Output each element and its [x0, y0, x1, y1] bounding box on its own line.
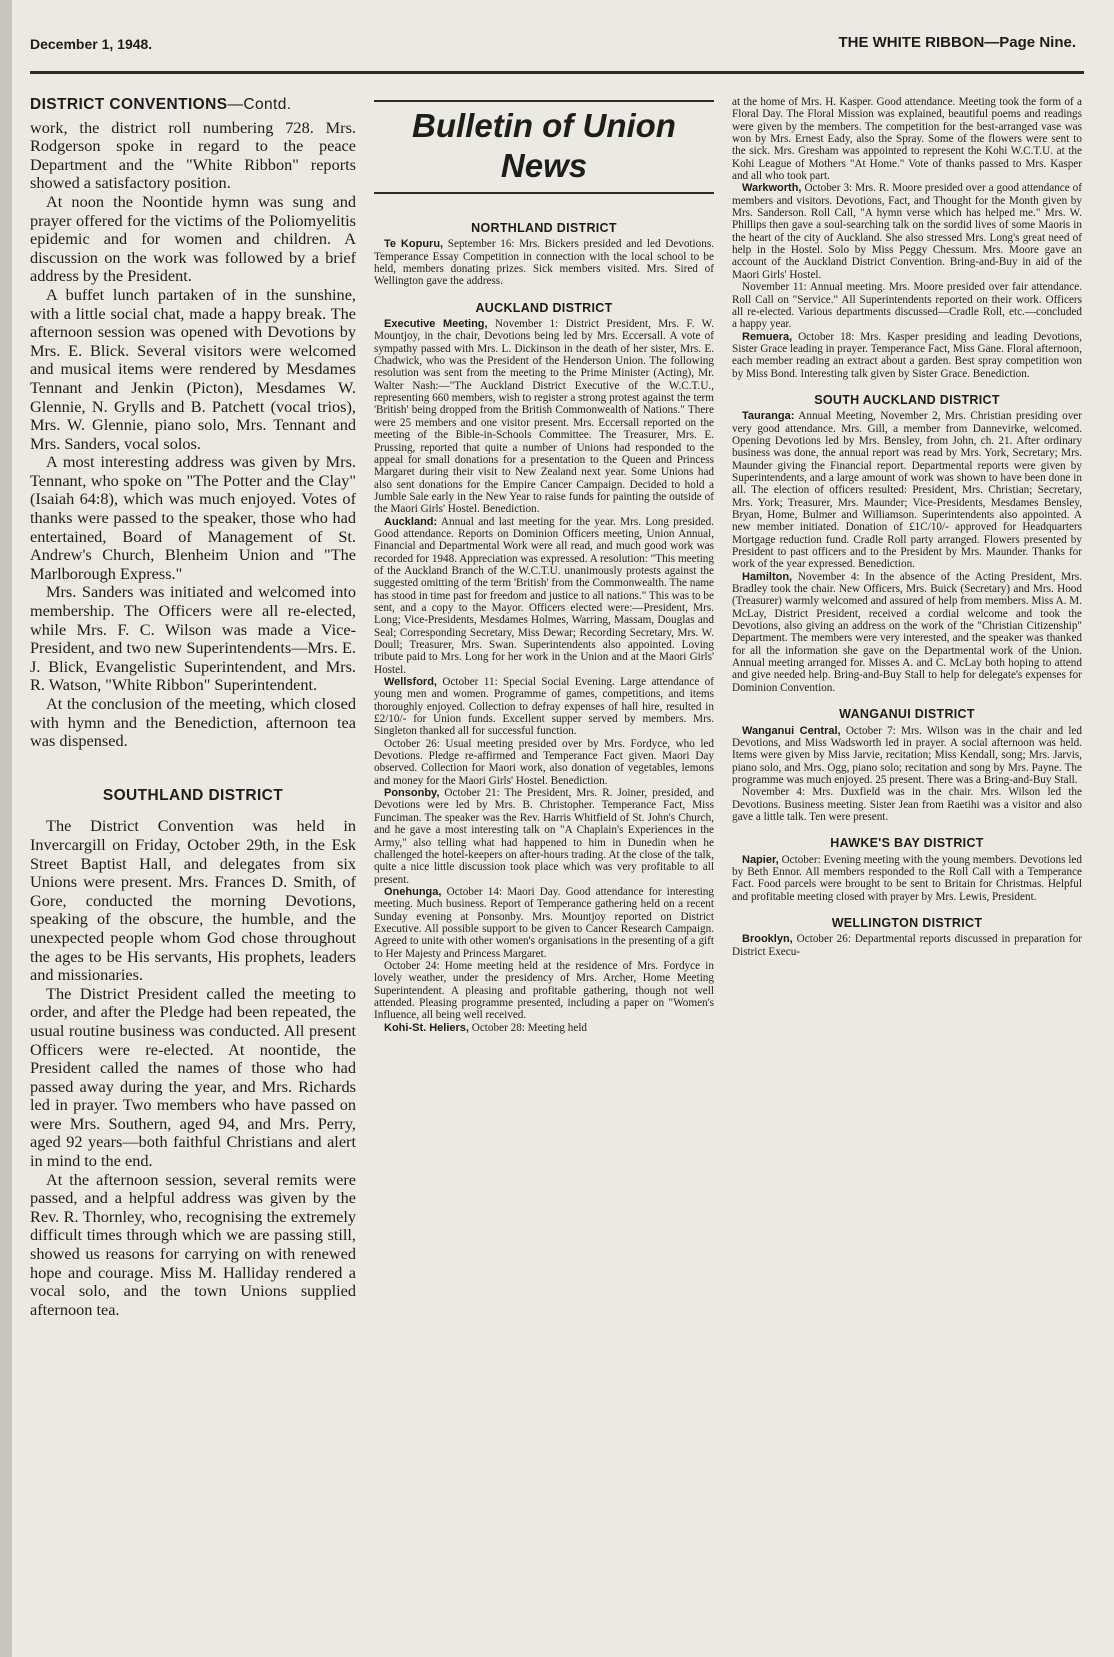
southland-heading: SOUTHLAND DISTRICT [102, 786, 284, 804]
district-conventions-heading: DISTRICT CONVENTIONS—Contd. [30, 96, 292, 113]
paragraph: The District Convention was held in Invercargill on Friday, October 29th, in the Esk Street Baptist Hall, and delegates from six Unions were present. Mrs. Frances D. Smith, of Gore, conducted the morning Devotions, speaking of the obscure, the humble, and the unexpected people whom God chose throughout the ages to be His servants, His prophets, leaders and missionaries. [30, 816, 356, 985]
northland-heading: NORTHLAND DISTRICT [471, 221, 617, 235]
union-report: Te Kopuru, September 16: Mrs. Bickers presided and led Devotions. Temperance Essay Competition in connection with the local school to be held, members donating prizes. Sick members visited. Mrs. Sired of Wellington gave the address. [374, 238, 714, 288]
south-auckland-heading: SOUTH AUCKLAND DISTRICT [814, 392, 1000, 407]
union-report: Executive Meeting, November 1: District President, Mrs. F. W. Mountjoy, in the chair, Devotions being led by Mrs. Eccersall. A vote of sympathy passed with Mrs. L. Dickinson in the death of her sister, Mrs. E. Chadwick, who was the President of the Henderson Union. The following resolution was sent from the meeting to the Prime Minister (Acting), Mr. Walter Nash:—"The Auckland District Executive of the W.C.T.U., representing 660 members, wish to register a strong protest against the term 'British' being dropped from the British Commonwealth of Nations." There were 25 members and one visitor present. Mrs. Eccersall reported on the meeting of the Bible-in-Schools Committee. The Treasurer, Mrs. E. Prussing, reported that quite a number of Unions had responded to the appeal for small donations for a presentation to the Queen and Princess Margaret during their visit to New Zealand next year. Some Unions had also sent donations for the Empire Cancer Campaign. Decided to hold a Jumble Sale early in the New Year to raise funds for painting the outside of the Maori Girls' Hostel. Benediction. [374, 318, 715, 516]
union-report: Auckland: Annual and last meeting for the year. Mrs. Long presided. Good attendance. Reports on Dominion Officers meeting, Union Annual, Financial and Departmental Work were all read, and much good work was recorded for 1948. Appreciation was expressed. A resolution: "This meeting of the Auckland Branch of the W.C.T.U. unanimously protests against the suggested omitting of the term 'British' from the Commonwealth. The name has stood in time past for freedom and justice to all nations." This was to be sent, and a copy to the Mayor. Officers elected were:—President, Mrs. Long; Vice-Presidents, Mesdames Holmes, Warring, Massam, Douglas and Seal; Corresponding Secretary, Miss Dewar; Recording Secretary, Mrs. W. Doull; Treasurer, Mrs. Swan. Superintendents also appointed. Loving tribute paid to Mrs. Long for her work in the Union and at the Maori Girls' Hostel. [374, 515, 714, 676]
union-report: Wanganui Central, October 7: Mrs. Wilson was in the chair and led Devotions, and Miss Wadsworth led in prayer. A social afternoon was held. Items were given by Miss Jarvie, recitation; Miss Kendall, song; Mrs. Jarvis, piano solo, and Mrs. Ogg, piano solo; recitation and song by Mrs. Payne. The programme was much enjoyed. 25 present. There was a Bring-and-Buy Stall. [732, 724, 1083, 786]
paragraph: The District President called the meeting to order, and after the Pledge had been repeated, the usual routine business was conducted. All present Officers were re-elected. At noontide, the President called the names of those who had passed away during the year, and Mrs. Richards led in prayer. Two members who have passed on were Mrs. Southern, aged 94, and Mrs. Perry, aged 92 years—both faithful Christians and alert in mind to the end. [30, 983, 356, 1171]
paragraph: At noon the Noontide hymn was sung and prayer offered for the victims of the Poliomyelitis epidemic and for women and children. A discussion on the work was followed by a brief address by the President. [30, 191, 356, 286]
page-header [30, 28, 1076, 68]
paragraph: At the afternoon session, several remits were passed, and a helpful address was given by the Rev. R. Thornley, who, recognising the extremely difficult times through which we are passing still, showed us reasons for carrying on with renewed hope and courage. Miss M. Halliday rendered a vocal solo, and the town Unions supplied afternoon tea. [30, 1169, 356, 1319]
header-rule [30, 71, 1084, 74]
bulletin-title: Bulletin of Union News [374, 100, 714, 194]
wanganui-heading: WANGANUI DISTRICT [839, 707, 975, 722]
union-report: Tauranga: Annual Meeting, November 2, Mrs. Christian presiding over very good attendance. Mrs. Gill, a member from Dannevirke, welcomed. Opening Devotions led by Mrs. Bensley, from John, ch. 21. After ordinary business was done, the annual report was read by Mrs. York, Secretary; Mrs. Maunder giving the Financial report. Departmental reports were given by Superintendents, and a large amount of work was shown to have been done in all. The election of officers resulted: President, Mrs. Christian; Secretary, Mrs. York; Treasurer, Mrs. Maunder; Vice-Presidents, Mesdames Bensley, Bryan, Home, Bulmer and Williamson. Superintendents also appointed. A new member initiated. Donation of £1C/10/- approved for Headquarters Mortgage reduction fund. Cradle Roll party arranged. Flowers presented by President to past officers and to the President by Mrs. Maunder. Thanks for work of the year expressed. Benediction. [732, 410, 1082, 571]
publication-page: THE WHITE RIBBON—Page Nine. [838, 34, 1076, 51]
union-report: Warkworth, October 3: Mrs. R. Moore presided over a good attendance of members and visitors. Devotions, Fact, and Thought for the Month given by Mrs. Sanderson. Roll Call, "A hymn verse which has helped me." Mrs. W. Phillips then gave a soul-searching talk on the sordid lives of some Maoris in the heart of the city of Auckland. She also stressed Mrs. Long's great need of help in the Hostel. Solo by Miss Peggy Chessum. Mrs. Moore gave an account of the Auckland District Convention. Bring-and-Buy in aid of the Maori Girls' Hostel. [732, 182, 1083, 281]
union-report: Brooklyn, October 26: Departmental reports discussed in preparation for District Execu- [732, 933, 1083, 958]
union-report: Napier, October: Evening meeting with the young members. Devotions led by Beth Ennor. All members responded to the Roll Call with a Temperance Fact. Food parcels were brought to be sent to Britain for Christmas. Helpful and profitable meeting closed with prayer by Mrs. Lewis, President. [732, 853, 1082, 903]
page-binding-edge [0, 0, 12, 1657]
union-report: at the home of Mrs. H. Kasper. Good attendance. Meeting took the form of a Floral Day. The Floral Mission was explained, beautiful poems and readings were given by the members. The competition for the best-arranged vase was won by Mrs. Ernest Eady, also the Spray. Some of the flowers were sent to the sick. Mrs. Gresham was appointed to represent the Kohi W.C.T.U. at the Kohi League of Mothers "At Home." Vote of thanks passed to Mrs. Kasper and all who took part. [732, 96, 1082, 183]
union-report: Ponsonby, October 21: The President, Mrs. R. Joiner, presided, and Devotions were led by Mrs. B. Christopher. Temperance Fact, Miss Funciman. The speaker was the Rev. Harris Whitfield of St. John's Church, and he gave a most interesting talk on "A Chaplain's Experiences in the Army," also telling what had happened to him in Dunedin when he challenged the hotel-keepers on after-hours trading. At the close of the talk, quite a nice little discussion took place which was very profitable to all present. [374, 787, 714, 886]
hawkes-bay-heading: HAWKE'S BAY DISTRICT [830, 836, 984, 851]
union-report: October 24: Home meeting held at the residence of Mrs. Fordyce in lovely weather, under the presidency of Mrs. Archer, Home Meeting Superintendent. A pleasing and profitable gathering, though not well attended. Pleasing programme presented, including a paper on "Women's Influence, all being well received. [374, 959, 714, 1022]
column-2 [374, 96, 714, 1034]
union-report: Hamilton, November 4: In the absence of the Acting President, Mrs. Bradley took the chair. New Officers, Mrs. Buick (Secretary) and Mrs. Hood (Treasurer) warmly welcomed and assured of help from members. Miss A. M. McLay, District President, received a cordial welcome and took the Devotions, also giving an address on the work of the "Christian Citizenship" Department. The members were very interested, and the speaker was thanked for all the information she gave on the Departmental work of the Union. Annual meeting arranged for. Misses A. and C. McLay both hoping to attend and give needed help. Bring-and-Buy Stall to help for delegate's expenses for Dominion Convention. [732, 570, 1082, 694]
union-report: November 11: Annual meeting. Mrs. Moore presided over fair attendance. Roll Call on "Service." All Superintendents reported on their work. Officers all re-elected. Various departments discussed—Cradle Roll, etc.—concluded a happy year. [732, 281, 1082, 331]
union-report: Remuera, October 18: Mrs. Kasper presiding and leading Devotions, Sister Grace leading in prayer. Temperance Fact, Miss Gane. Floral afternoon, each member reading an extract about a garden. Best spray competition won by Miss Bond. Interesting talk given by Sister Grace. Benediction. [732, 330, 1083, 380]
paragraph: Mrs. Sanders was initiated and welcomed into membership. The Officers were all re-elected, while Mrs. F. C. Wilson was made a Vice-President, and two new Superintendents—Mrs. E. J. Blick, Evangelistic Superintendent, and Mrs. R. Watson, "White Ribbon" Superintendent. [30, 582, 356, 695]
wellington-heading: WELLINGTON DISTRICT [831, 915, 983, 930]
union-report: November 4: Mrs. Duxfield was in the chair. Mrs. Wilson led the Devotions. Business meeting. Sister Jean from Raetihi was a visitor and also gave a little talk. Ten were present. [732, 786, 1082, 823]
paragraph: A buffet lunch partaken of in the sunshine, with a little social chat, made a happy break. The afternoon session was opened with Devotions by Mrs. E. Blick. Several visitors were welcomed and musical items were rendered by Mesdames Tennant and Jenkin (Picton), Mesdames W. Glennie, N. Grylls and B. Patchett (vocal trios), Mrs. W. Glennie, piano solo, Mrs. Tennant and Mrs. Sanders, vocal solos. [30, 284, 356, 453]
paragraph: work, the district roll numbering 728. Mrs. Rodgerson spoke in regard to the peace Department and the "White Ribbon" reports showed a satisfactory position. [30, 117, 356, 193]
auckland-heading: AUCKLAND DISTRICT [475, 300, 613, 315]
paragraph: At the conclusion of the meeting, which closed with hymn and the Benediction, afternoon tea was dispensed. [30, 694, 356, 751]
union-report: October 26: Usual meeting presided over by Mrs. Fordyce, who led Devotions. Pledge re-affirmed and Temperance Fact given. Maori Day observed. Collection for Maori work, also donation of vegetables, lemons and money for the Maori Girls' Hostel. Benediction. [374, 737, 714, 787]
issue-date: December 1, 1948. [30, 36, 153, 52]
union-report: Kohi-St. Heliers, October 28: Meeting held [384, 1021, 588, 1034]
paragraph: A most interesting address was given by Mrs. Tennant, who spoke on "The Potter and the Clay" (Isaiah 64:8), which was much enjoyed. Votes of thanks were passed to the speaker, those who had entertained, Board of Management of St. Andrew's Church, Blenheim Union and "The Marlborough Express." [30, 452, 356, 583]
column-1 [30, 96, 356, 1319]
union-report: Wellsford, October 11: Special Social Evening. Large attendance of young men and women. Programme of games, competitions, and items thoroughly enjoyed. Collection to defray expenses of hall hire, resulted in £2/10/- for Union funds. Excellent supper served by members. Mrs. Singleton thanked all for successful function. [374, 676, 714, 738]
union-report: Onehunga, October 14: Maori Day. Good attendance for interesting meeting. Much business. Report of Temperance gathering held on a recent Sunday evening at Ponsonby. Mrs. Mountjoy reported on District Executive. All possible support to be given to Cancer Research Campaign. Agreed to unite with other women's organisations in the presenting of a gift to Her Majesty and Princess Margaret. [374, 885, 714, 960]
column-3 [732, 96, 1082, 958]
